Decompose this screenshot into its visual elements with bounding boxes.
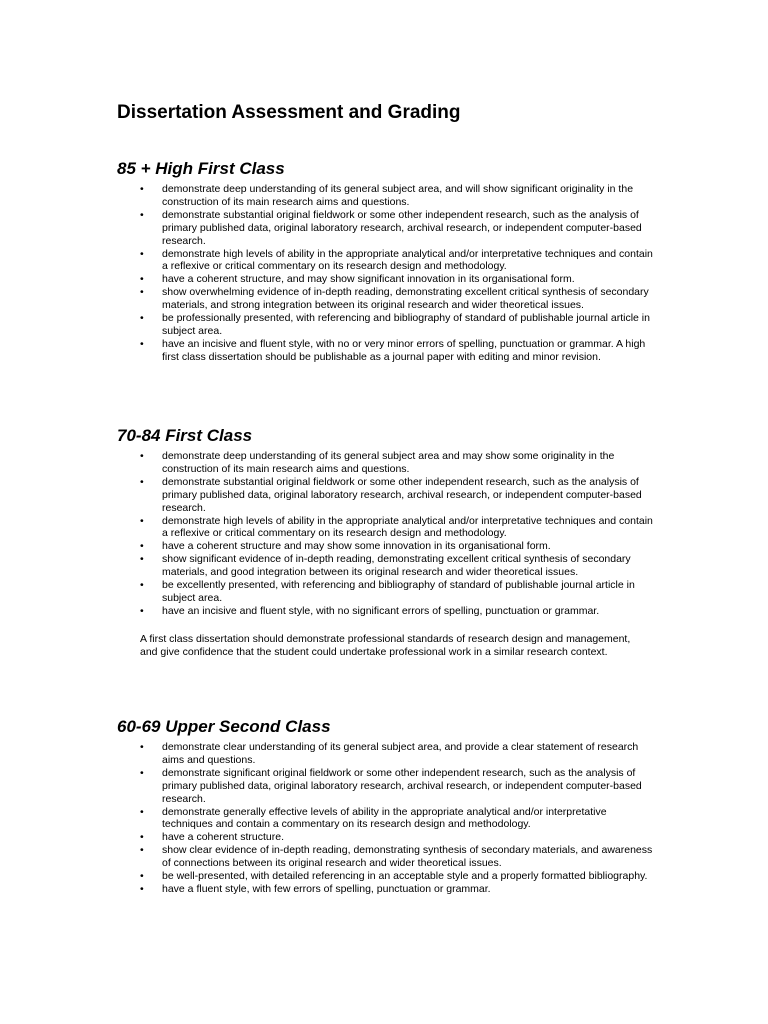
- list-item-text: have a coherent structure, and may show significant innovation in its organisational form.: [162, 273, 575, 286]
- list-item: [117, 605, 657, 618]
- list-item: [117, 312, 657, 338]
- list-item-text: have an incisive and fluent style, with no or very minor errors of spelling, punctuation or grammar. A high first class dissertation should be publishable as a journal paper with editing and minor revision.: [162, 337, 646, 363]
- criteria-list: [117, 450, 657, 618]
- list-item-text: demonstrate deep understanding of its general subject area and may show some originality in the construction of its main research aims and questions.: [162, 450, 615, 475]
- list-item: [117, 741, 657, 767]
- list-item-text: demonstrate high levels of ability in the appropriate analytical and/or interpretative techniques and contain a reflexive or critical commentary on its research design and methodology.: [162, 514, 653, 540]
- section-heading: 70-84 First Class: [117, 426, 253, 445]
- bullet-icon: •: [140, 450, 144, 462]
- list-item-text: show overwhelming evidence of in-depth reading, demonstrating excellent critical synthesis of secondary materials, and strong integration between its original research and wider theoretical issues.: [162, 286, 649, 312]
- section-heading: 60-69 Upper Second Class: [117, 717, 331, 736]
- list-item-text: have a fluent style, with few errors of spelling, punctuation or grammar.: [162, 882, 491, 895]
- section-high-first-class: [117, 158, 657, 364]
- list-item: [117, 806, 657, 832]
- list-item-text: be well-presented, with detailed referencing in an acceptable style and a properly formatted bibliography.: [162, 870, 648, 883]
- list-item: [117, 338, 657, 364]
- bullet-icon: •: [140, 540, 144, 553]
- list-item: [117, 209, 657, 248]
- list-item-text: show significant evidence of in-depth reading, demonstrating excellent critical synthesis of secondary materials, and good integration between its original research and wider theoretical issues.: [162, 553, 631, 579]
- bullet-icon: •: [140, 604, 144, 617]
- bullet-icon: •: [140, 766, 144, 779]
- summary-paragraph: A first class dissertation should demonstrate professional standards of research design and management, and give confidence that the student could undertake professional work in a similar research context.: [140, 632, 631, 658]
- bullet-icon: •: [140, 870, 144, 883]
- bullet-icon: •: [140, 183, 144, 195]
- bullet-icon: •: [140, 475, 144, 488]
- list-item: [117, 273, 657, 286]
- criteria-list: [117, 741, 657, 896]
- bullet-icon: •: [140, 882, 144, 895]
- list-item-text: demonstrate deep understanding of its general subject area, and will show significant originality in the construction of its main research aims and questions.: [162, 183, 634, 208]
- bullet-icon: •: [140, 579, 144, 592]
- bullet-icon: •: [140, 844, 144, 857]
- list-item-text: show clear evidence of in-depth reading, demonstrating synthesis of secondary materials, and awareness of connections between its original research and wider theoretical issues.: [162, 844, 653, 870]
- bullet-icon: •: [140, 337, 144, 350]
- list-item: [117, 286, 657, 312]
- list-item-text: demonstrate generally effective levels of ability in the appropriate analytical and/or interpretative techniques and contain a commentary on its research design and methodology.: [162, 805, 607, 831]
- list-item-text: have a coherent structure and may show some innovation in its organisational form.: [162, 540, 551, 553]
- list-item: [117, 540, 657, 553]
- bullet-icon: •: [140, 208, 144, 221]
- list-item: [117, 844, 657, 870]
- list-item-text: demonstrate clear understanding of its general subject area, and provide a clear statement of research aims and questions.: [162, 741, 639, 766]
- section-heading: 85 + High First Class: [117, 159, 285, 178]
- list-item-text: have an incisive and fluent style, with no significant errors of spelling, punctuation or grammar.: [162, 604, 600, 617]
- list-item-text: demonstrate substantial original fieldwork or some other independent research, such as the analysis of primary published data, original laboratory research, archival research, or independent computer-based research.: [162, 208, 642, 247]
- list-item: [117, 831, 657, 844]
- list-item: [117, 515, 657, 541]
- list-item: [117, 870, 657, 883]
- bullet-icon: •: [140, 514, 144, 527]
- list-item-text: be professionally presented, with referencing and bibliography of standard of publishable journal article in subject area.: [162, 312, 650, 337]
- bullet-icon: •: [140, 247, 144, 260]
- list-item: [117, 579, 657, 605]
- list-item: [117, 767, 657, 806]
- bullet-icon: •: [140, 286, 144, 299]
- list-item: [117, 183, 657, 209]
- list-item-text: demonstrate significant original fieldwork or some other independent research, such as the analysis of primary published data, original laboratory research, archival research, or independent computer-based research.: [162, 766, 642, 805]
- list-item: [117, 883, 657, 896]
- list-item-text: have a coherent structure.: [162, 831, 284, 844]
- page-title: Dissertation Assessment and Grading: [117, 102, 461, 123]
- list-item-text: demonstrate substantial original fieldwork or some other independent research, such as the analysis of primary published data, original laboratory research, archival research, or independent computer-based research.: [162, 475, 642, 514]
- list-item: [117, 476, 657, 515]
- bullet-icon: •: [140, 273, 144, 286]
- bullet-icon: •: [140, 805, 144, 818]
- bullet-icon: •: [140, 831, 144, 844]
- list-item-text: be excellently presented, with referencing and bibliography of standard of publishable journal article in subject area.: [162, 579, 635, 604]
- list-item: [117, 248, 657, 274]
- list-item: [117, 450, 657, 476]
- bullet-icon: •: [140, 553, 144, 566]
- bullet-icon: •: [140, 312, 144, 325]
- section-upper-second-class: [117, 716, 657, 896]
- bullet-icon: •: [140, 741, 144, 753]
- section-first-class: [117, 425, 657, 659]
- list-item: [117, 553, 657, 579]
- list-item-text: demonstrate high levels of ability in the appropriate analytical and/or interpretative techniques and contain a reflexive or critical commentary on its research design and methodology.: [162, 247, 653, 273]
- criteria-list: [117, 183, 657, 364]
